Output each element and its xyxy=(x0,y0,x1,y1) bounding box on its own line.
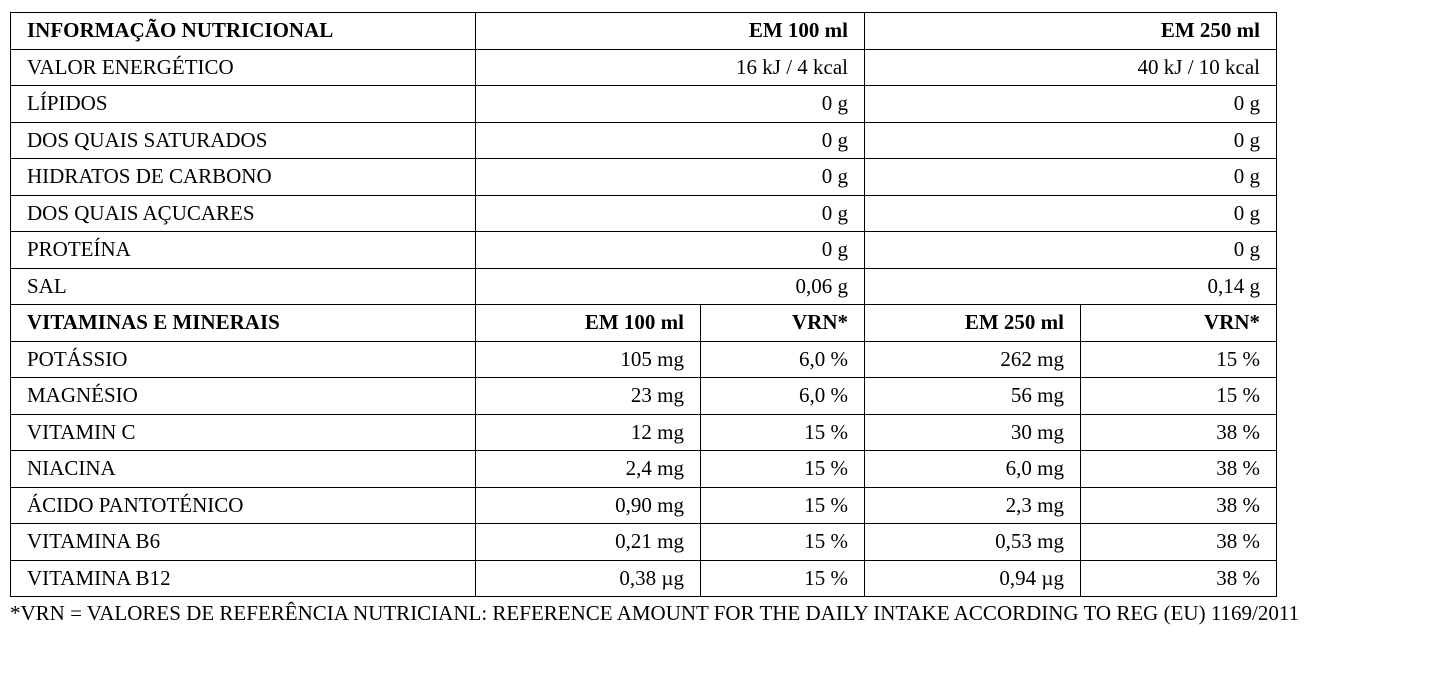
nutrition-row xyxy=(11,49,1277,86)
vitamin-value-per-100ml: 105 mg xyxy=(476,341,701,378)
nutrition-row xyxy=(11,268,1277,305)
vitamin-value-per-250ml: 30 mg xyxy=(865,414,1081,451)
vitamin-vrn-per-250ml: 38 % xyxy=(1081,414,1277,451)
vitamin-value-per-100ml: 23 mg xyxy=(476,378,701,415)
vitamin-row xyxy=(11,451,1277,488)
vitamin-vrn-per-100ml: 15 % xyxy=(701,451,865,488)
vitamins-header-row xyxy=(11,305,1277,342)
vitamin-row xyxy=(11,414,1277,451)
vitamin-vrn-per-250ml: 38 % xyxy=(1081,487,1277,524)
nutrient-value-per-100ml: 0 g xyxy=(476,232,865,269)
nutrition-row xyxy=(11,232,1277,269)
nutrient-label: LÍPIDOS xyxy=(11,86,476,123)
nutrient-label: VALOR ENERGÉTICO xyxy=(11,49,476,86)
nutrition-row xyxy=(11,86,1277,123)
vitamin-vrn-per-250ml: 15 % xyxy=(1081,341,1277,378)
vitamins-header-vrn-100ml: VRN* xyxy=(701,305,865,342)
nutrition-header-row xyxy=(11,13,1277,50)
vitamin-row xyxy=(11,378,1277,415)
vitamins-header-per-100ml: EM 100 ml xyxy=(476,305,701,342)
vitamin-value-per-250ml: 6,0 mg xyxy=(865,451,1081,488)
vitamin-row xyxy=(11,487,1277,524)
vitamin-row xyxy=(11,560,1277,597)
nutrient-value-per-250ml: 0 g xyxy=(865,232,1277,269)
nutrient-value-per-250ml: 0 g xyxy=(865,159,1277,196)
vitamin-value-per-250ml: 56 mg xyxy=(865,378,1081,415)
vitamin-label: POTÁSSIO xyxy=(11,341,476,378)
nutrient-value-per-100ml: 16 kJ / 4 kcal xyxy=(476,49,865,86)
vitamin-value-per-100ml: 2,4 mg xyxy=(476,451,701,488)
vitamin-value-per-250ml: 2,3 mg xyxy=(865,487,1081,524)
vitamins-header-title: VITAMINAS E MINERAIS xyxy=(11,305,476,342)
vitamin-value-per-100ml: 12 mg xyxy=(476,414,701,451)
vitamin-label: MAGNÉSIO xyxy=(11,378,476,415)
vitamins-header-vrn-250ml: VRN* xyxy=(1081,305,1277,342)
vitamin-value-per-100ml: 0,38 µg xyxy=(476,560,701,597)
nutrition-header-title: INFORMAÇÃO NUTRICIONAL xyxy=(11,13,476,50)
vitamin-label: VITAMINA B6 xyxy=(11,524,476,561)
nutrition-row xyxy=(11,159,1277,196)
vitamin-label: ÁCIDO PANTOTÉNICO xyxy=(11,487,476,524)
vitamin-vrn-per-100ml: 15 % xyxy=(701,414,865,451)
nutrient-value-per-100ml: 0 g xyxy=(476,122,865,159)
vitamin-value-per-100ml: 0,90 mg xyxy=(476,487,701,524)
nutrient-value-per-100ml: 0,06 g xyxy=(476,268,865,305)
vitamin-value-per-250ml: 262 mg xyxy=(865,341,1081,378)
nutrient-value-per-250ml: 0 g xyxy=(865,86,1277,123)
header-per-250ml: EM 250 ml xyxy=(865,13,1277,50)
vitamin-label: VITAMIN C xyxy=(11,414,476,451)
nutrient-label: DOS QUAIS SATURADOS xyxy=(11,122,476,159)
nutrient-value-per-100ml: 0 g xyxy=(476,86,865,123)
vitamin-vrn-per-100ml: 15 % xyxy=(701,487,865,524)
vitamin-vrn-per-100ml: 15 % xyxy=(701,560,865,597)
nutrition-label xyxy=(10,12,1440,629)
vitamin-vrn-per-250ml: 15 % xyxy=(1081,378,1277,415)
vitamin-value-per-250ml: 0,94 µg xyxy=(865,560,1081,597)
vitamin-vrn-per-250ml: 38 % xyxy=(1081,560,1277,597)
vitamin-vrn-per-100ml: 6,0 % xyxy=(701,341,865,378)
nutrient-value-per-100ml: 0 g xyxy=(476,195,865,232)
nutrient-value-per-100ml: 0 g xyxy=(476,159,865,196)
vitamin-vrn-per-100ml: 6,0 % xyxy=(701,378,865,415)
nutrient-label: PROTEÍNA xyxy=(11,232,476,269)
vitamin-label: VITAMINA B12 xyxy=(11,560,476,597)
vitamin-vrn-per-250ml: 38 % xyxy=(1081,524,1277,561)
vitamin-row xyxy=(11,341,1277,378)
nutrition-row xyxy=(11,122,1277,159)
nutrition-table xyxy=(10,12,1277,597)
nutrient-label: DOS QUAIS AÇUCARES xyxy=(11,195,476,232)
vitamin-label: NIACINA xyxy=(11,451,476,488)
nutrient-value-per-250ml: 0,14 g xyxy=(865,268,1277,305)
nutrient-label: HIDRATOS DE CARBONO xyxy=(11,159,476,196)
vitamins-header-per-250ml: EM 250 ml xyxy=(865,305,1081,342)
vrn-footnote: *VRN = VALORES DE REFERÊNCIA NUTRICIANL: REFERENCE AMOUNT FOR THE DAILY INTAKE ACCORDING TO REG (EU) 1169/2011 xyxy=(10,601,1300,625)
vitamin-vrn-per-250ml: 38 % xyxy=(1081,451,1277,488)
vitamin-row xyxy=(11,524,1277,561)
header-per-100ml: EM 100 ml xyxy=(476,13,865,50)
nutrient-label: SAL xyxy=(11,268,476,305)
vitamin-value-per-250ml: 0,53 mg xyxy=(865,524,1081,561)
vitamin-vrn-per-100ml: 15 % xyxy=(701,524,865,561)
nutrient-value-per-250ml: 0 g xyxy=(865,122,1277,159)
vitamin-value-per-100ml: 0,21 mg xyxy=(476,524,701,561)
nutrient-value-per-250ml: 40 kJ / 10 kcal xyxy=(865,49,1277,86)
nutrient-value-per-250ml: 0 g xyxy=(865,195,1277,232)
nutrition-table-body xyxy=(11,13,1277,597)
nutrition-row xyxy=(11,195,1277,232)
